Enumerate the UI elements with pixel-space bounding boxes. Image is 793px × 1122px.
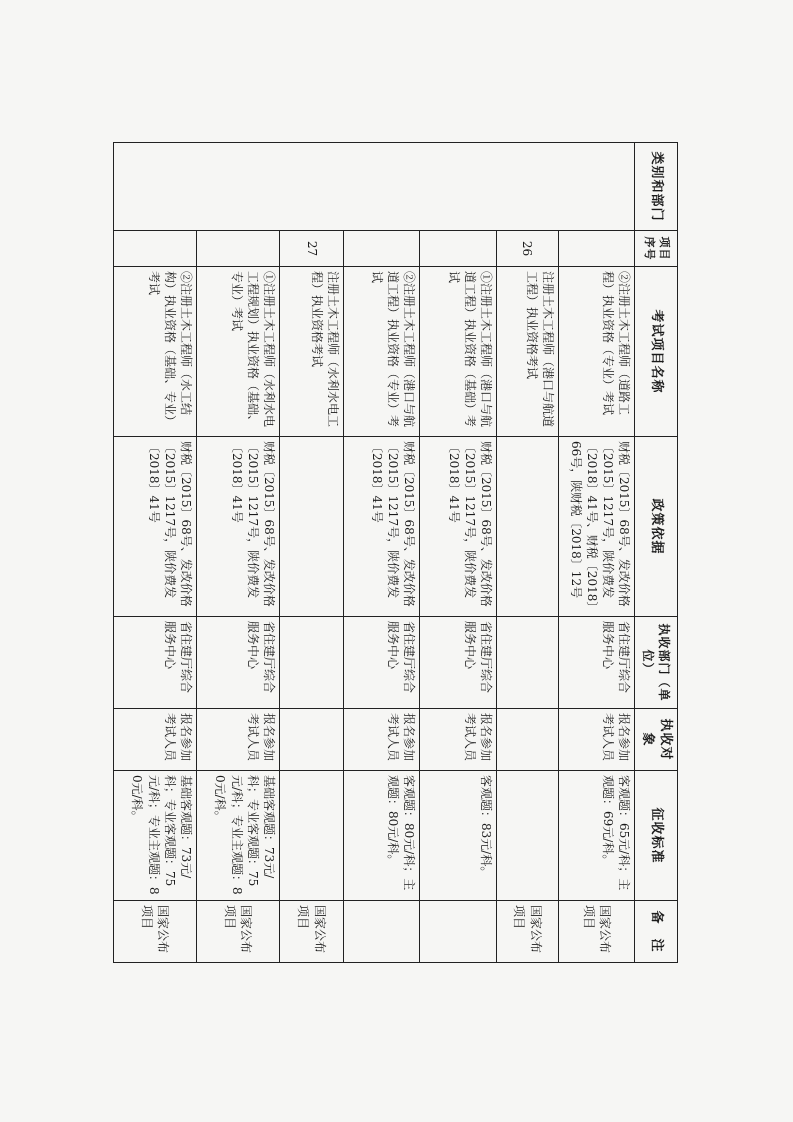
seq-cell: 27 — [280, 231, 344, 267]
remark-cell: 国家公布项目 — [114, 901, 197, 963]
table-row — [280, 143, 344, 963]
table-row — [114, 143, 197, 963]
remark-cell — [420, 901, 497, 963]
header-policy: 政策依据 — [635, 437, 678, 617]
table-row — [197, 143, 280, 963]
category-cell — [114, 143, 635, 231]
standard-cell: 客观题：80元/科；主观题：80元/科。 — [343, 771, 420, 901]
target-cell: 报名参加考试人员 — [114, 709, 197, 771]
standard-cell: 客观题：83元/科。 — [420, 771, 497, 901]
header-target: 执收对象 — [635, 709, 678, 771]
table-row — [420, 143, 497, 963]
name-cell: 注册土木工程师（港口与航道工程）执业资格考试 — [497, 267, 559, 437]
name-cell: ②注册土木工程师（水工结构）执业资格（基础、专业）考试 — [114, 267, 197, 437]
dept-cell — [280, 617, 344, 709]
table-row — [558, 143, 635, 963]
remark-cell: 国家公布项目 — [558, 901, 635, 963]
seq-cell — [343, 231, 420, 267]
seq-cell — [114, 231, 197, 267]
policy-cell: 财税〔2015〕68号、发改价格〔2015〕1217号，陕价费发〔2018〕41号 — [197, 437, 280, 617]
header-dept: 执收部门（单位） — [635, 617, 678, 709]
dept-cell: 省住建厅综合服务中心 — [197, 617, 280, 709]
standard-cell — [497, 771, 559, 901]
table-row — [497, 143, 559, 963]
policy-cell: 财税〔2015〕68号、发改价格〔2015〕1217号，陕价费发〔2018〕41号 — [343, 437, 420, 617]
fee-table — [113, 142, 678, 963]
policy-cell — [497, 437, 559, 617]
target-cell: 报名参加考试人员 — [343, 709, 420, 771]
target-cell — [280, 709, 344, 771]
policy-cell — [280, 437, 344, 617]
header-remark: 备 注 — [635, 901, 678, 963]
header-row — [635, 143, 678, 963]
policy-cell: 财税〔2015〕68号、发改价格〔2015〕1217号，陕价费发〔2018〕41号 — [420, 437, 497, 617]
target-cell — [497, 709, 559, 771]
standard-cell — [280, 771, 344, 901]
seq-cell — [420, 231, 497, 267]
rotated-table-wrapper — [113, 142, 678, 962]
target-cell: 报名参加考试人员 — [420, 709, 497, 771]
policy-cell: 财税〔2015〕68号、发改价格〔2015〕1217号，陕价费发〔2018〕41号、财税〔2018〕66号，陕财税〔2018〕12号 — [558, 437, 635, 617]
name-cell: ①注册土木工程师（水利水电工程规划）执业资格（基础、专业）考试 — [197, 267, 280, 437]
name-cell: ②注册土木工程师（港口与航道工程）执业资格（专业）考试 — [343, 267, 420, 437]
seq-cell — [197, 231, 280, 267]
seq-cell — [558, 231, 635, 267]
name-cell: ②注册土木工程师（道路工程）执业资格（专业）考试 — [558, 267, 635, 437]
standard-cell: 基础客观题：73元/科；专业客观题：75元/科；专业主观题：80元/科。 — [197, 771, 280, 901]
remark-cell — [343, 901, 420, 963]
name-cell: ①注册土木工程师（港口与航道工程）执业资格（基础）考试 — [420, 267, 497, 437]
dept-cell: 省住建厅综合服务中心 — [420, 617, 497, 709]
name-cell: 注册土木工程师（水利水电工程）执业资格考试 — [280, 267, 344, 437]
seq-cell: 26 — [497, 231, 559, 267]
dept-cell: 省住建厅综合服务中心 — [343, 617, 420, 709]
target-cell: 报名参加考试人员 — [558, 709, 635, 771]
dept-cell — [497, 617, 559, 709]
header-category: 类别和部门 — [635, 143, 678, 231]
standard-cell: 客观题：65元/科；主观题：69元/科。 — [558, 771, 635, 901]
remark-cell: 国家公布项目 — [197, 901, 280, 963]
remark-cell: 国家公布项目 — [497, 901, 559, 963]
header-standard: 征收标准 — [635, 771, 678, 901]
dept-cell: 省住建厅综合服务中心 — [114, 617, 197, 709]
target-cell: 报名参加考试人员 — [197, 709, 280, 771]
dept-cell: 省住建厅综合服务中心 — [558, 617, 635, 709]
header-seq: 项目序号 — [635, 231, 678, 267]
standard-cell: 基础客观题：73元/科；专业客观题：75元/科；专业主观题：80元/科。 — [114, 771, 197, 901]
header-name: 考试项目名称 — [635, 267, 678, 437]
remark-cell: 国家公布项目 — [280, 901, 344, 963]
table-row — [343, 143, 420, 963]
policy-cell: 财税〔2015〕68号、发改价格〔2015〕1217号，陕价费发〔2018〕41号 — [114, 437, 197, 617]
